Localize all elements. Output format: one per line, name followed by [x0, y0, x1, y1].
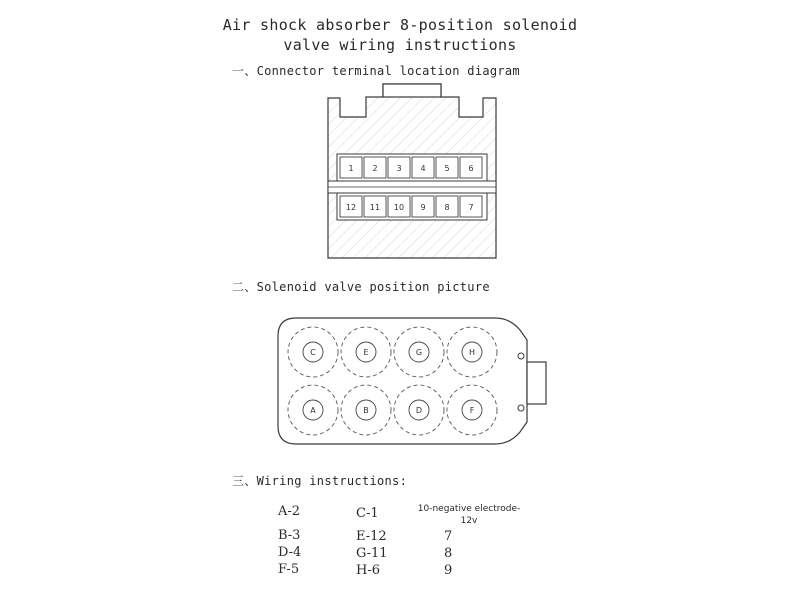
connector-section-heading: 一、Connector terminal location diagram [232, 64, 520, 78]
terminal-pin-label: 3 [396, 164, 402, 173]
wiring-d: D-4 [278, 545, 302, 560]
valve-label: B [363, 406, 369, 415]
terminal-pin-label: 4 [420, 164, 426, 173]
terminal-pin-label: 5 [444, 164, 450, 173]
wiring-c: C-1 [356, 506, 379, 521]
valve-connector-port [527, 362, 546, 404]
valve-label: D [415, 406, 423, 415]
valve-block-outline [278, 318, 527, 444]
valve-label: E [363, 348, 369, 357]
wiring-f: F-5 [278, 562, 300, 577]
terminal-pin-label: 6 [468, 164, 474, 173]
terminal-pin-label: 1 [348, 164, 354, 173]
wiring-a: A-2 [278, 504, 301, 519]
title-line-1: Air shock absorber 8-position solenoid [222, 16, 578, 34]
wiring-h: H-6 [356, 563, 381, 578]
valve-label: C [310, 348, 316, 357]
wiring-pin-7: 7 [444, 529, 453, 544]
terminal-pin-label: 9 [420, 203, 426, 212]
wiring-pin-9: 9 [444, 563, 453, 578]
terminal-pin-label: 7 [468, 203, 474, 212]
wiring-b: B-3 [278, 528, 301, 543]
valve-section-heading: 二、Solenoid valve position picture [232, 280, 490, 294]
wiring-g: G-11 [356, 546, 388, 561]
valve-label: G [415, 348, 423, 357]
wiring-ground-note: 10-negative electrode-12v [417, 504, 521, 526]
terminal-pin-label: 10 [393, 203, 405, 212]
valve-label: F [469, 406, 475, 415]
wiring-section-heading: 三、Wiring instructions: [232, 474, 408, 488]
valve-label: A [310, 406, 316, 415]
terminal-pin-label: 8 [444, 203, 450, 212]
terminal-pin-label: 12 [345, 203, 357, 212]
valve-label: H [468, 348, 476, 357]
mount-hole-icon [518, 353, 524, 359]
mount-hole-icon [518, 405, 524, 411]
wiring-e: E-12 [356, 529, 387, 544]
title-line-2: valve wiring instructions [283, 36, 517, 54]
terminal-pin-label: 11 [369, 203, 381, 212]
wiring-pin-8: 8 [444, 546, 453, 561]
terminal-pin-label: 2 [372, 164, 378, 173]
